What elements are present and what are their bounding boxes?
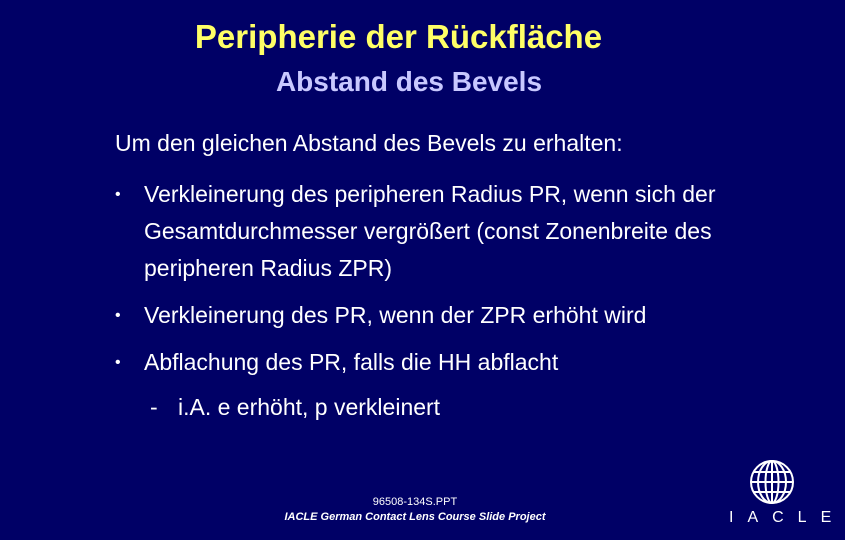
globe-icon bbox=[748, 458, 796, 506]
sub-bullet-item bbox=[150, 389, 440, 426]
bullet-list bbox=[111, 176, 751, 381]
bullet-text: Verkleinerung des peripheren Radius PR, wenn sich der Gesamtdurchmesser vergrößert (const Zonenbreite des peripheren Radius ZPR) bbox=[144, 181, 716, 281]
intro-text: Um den gleichen Abstand des Bevels zu erhalten: bbox=[115, 130, 623, 156]
bullet-item bbox=[111, 297, 751, 334]
bullet-text: Abflachung des PR, falls die HH abflacht bbox=[144, 349, 559, 375]
slide-title: Peripherie der Rückfläche bbox=[194, 18, 603, 55]
bullet-icon: • bbox=[115, 186, 121, 203]
slide-subtitle: Abstand des Bevels bbox=[275, 66, 543, 97]
bullet-icon: • bbox=[115, 354, 121, 371]
bullet-text: Verkleinerung des PR, wenn der ZPR erhöht wird bbox=[144, 302, 647, 328]
footer-file-code: 96508-134S.PPT bbox=[372, 496, 458, 508]
dash-icon: - bbox=[150, 394, 158, 420]
bullet-item bbox=[111, 344, 751, 381]
footer bbox=[255, 495, 575, 525]
sub-bullet-text: i.A. e erhöht, p verkleinert bbox=[178, 394, 441, 420]
bullet-icon: • bbox=[115, 307, 121, 324]
footer-credit: IACLE German Contact Lens Course Slide Project bbox=[284, 511, 546, 523]
bullet-item bbox=[111, 176, 751, 287]
logo-text: IACLE bbox=[729, 509, 845, 526]
